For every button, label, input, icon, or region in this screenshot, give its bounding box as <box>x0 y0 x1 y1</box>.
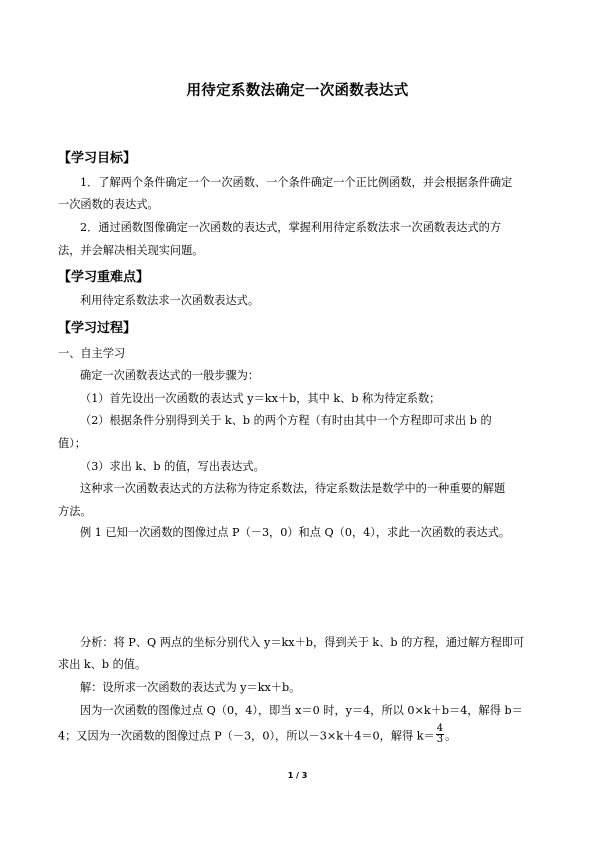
goal-2-line-2: 法，并会解决相关现实问题。 <box>58 244 204 257</box>
document-title: 用待定系数法确定一次函数表达式 <box>186 83 409 99</box>
key-points-text: 利用待定系数法求一次函数表达式。 <box>80 294 260 307</box>
goal-1-line-1: 1．了解两个条件确定一个一次函数、一个条件确定一个正比例函数，并会根据条件确定 <box>80 176 513 189</box>
key-points-heading: 【学习重难点】 <box>58 270 150 285</box>
step-1: （1）首先设出一次函数的表达式 y＝kx＋b，其中 k、b 称为待定系数； <box>80 392 441 405</box>
solution-line-3-end: 。 <box>445 729 457 743</box>
learning-goals-heading: 【学习目标】 <box>58 151 137 166</box>
method-line-2: 方法。 <box>58 505 92 518</box>
solution-line-2: 因为一次函数的图像过点 Q（0，4），即当 x＝0 时，y＝4，所以 0×k＋b＝4，解得 b＝ <box>80 704 523 717</box>
learning-process-heading: 【学习过程】 <box>58 321 137 336</box>
method-line-1: 这种求一次函数表达式的方法称为待定系数法，待定系数法是数学中的一种重要的解题 <box>80 482 506 495</box>
page-number: 1 / 3 <box>287 771 308 780</box>
goal-2-line-1: 2．通过函数图像确定一次函数的表达式，掌握利用待定系数法求一次函数表达式的方 <box>80 221 502 234</box>
steps-intro: 确定一次函数表达式的一般步骤为： <box>80 369 260 382</box>
goal-1-line-2: 一次函数的表达式。 <box>58 198 159 211</box>
step-3: （3）求出 k、b 的值，写出表达式。 <box>80 460 265 473</box>
solution-line-1: 解：设所求一次函数的表达式为 y＝kx＋b。 <box>80 681 301 694</box>
fraction-denominator: 3 <box>436 734 444 745</box>
example-1: 例 1 已知一次函数的图像过点 P（－3，0）和点 Q（0，4），求此一次函数的表达式。 <box>80 526 511 539</box>
analysis-line-2: 求出 k、b 的值。 <box>58 658 147 671</box>
step-2-line-2: 值）； <box>58 437 86 450</box>
solution-line-3 <box>58 723 457 747</box>
fraction-four-thirds <box>436 724 444 745</box>
section-self-study: 一、自主学习 <box>58 347 126 360</box>
analysis-line-1: 分析：将 P、Q 两点的坐标分别代入 y＝kx＋b，得到关于 k、b 的方程，通过解方程即可 <box>80 636 525 649</box>
solution-line-3-text: 4；又因为一次函数的图像过点 P（－3，0），所以－3×k＋4＝0，解得 k＝ <box>58 729 435 743</box>
step-2-line-1: （2）根据条件分别得到关于 k、b 的两个方程（有时由其中一个方程即可求出 b 的 <box>80 414 492 427</box>
fraction-numerator: 4 <box>436 723 444 734</box>
